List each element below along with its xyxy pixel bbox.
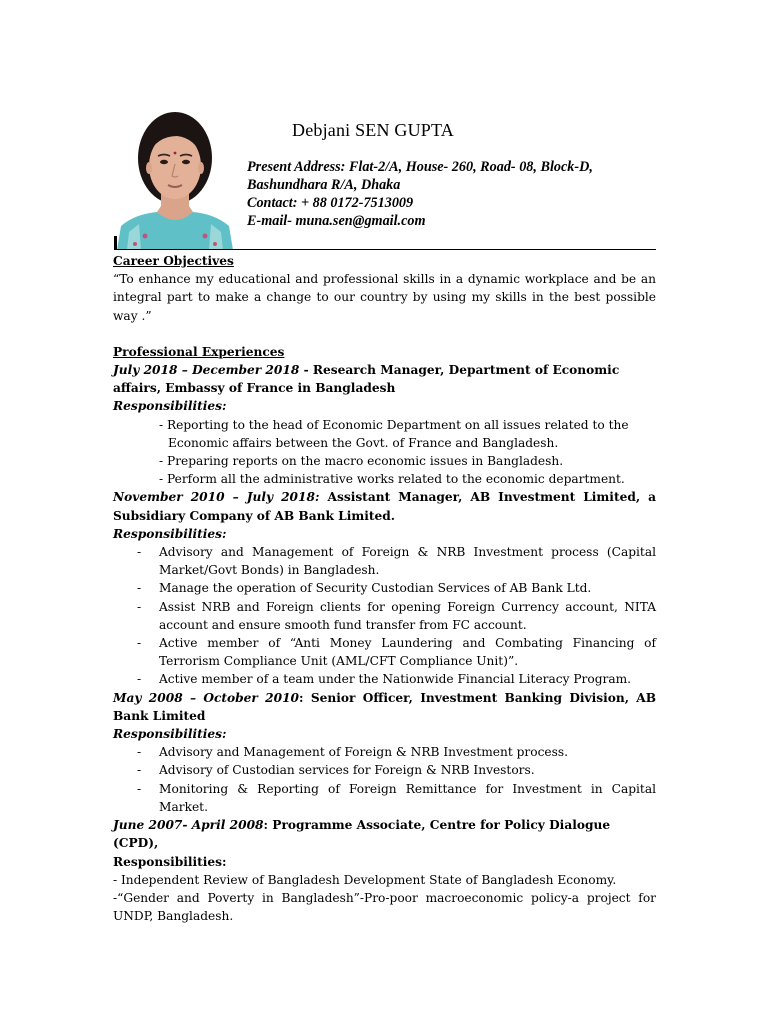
responsibility-list [113, 743, 656, 816]
job-separator: : [263, 818, 273, 833]
responsibility-list [113, 543, 656, 689]
header-divider [114, 249, 656, 250]
job-period: May 2008 – October 2010 [113, 690, 300, 705]
resume-body [113, 252, 656, 925]
list-item: - Advisory and Management of Foreign & NRB Investment process. [113, 743, 656, 761]
list-item: - Monitoring & Reporting of Foreign Remittance for Investment in Capital Market. [113, 780, 656, 816]
contact-email: E-mail- muna.sen@gmail.com [247, 213, 426, 229]
job-period: November 2010 – July 2018: [113, 490, 320, 505]
address-line-2: Bashundhara R/A, Dhaka [247, 177, 401, 193]
job-header [113, 816, 656, 852]
job-header [113, 689, 656, 725]
job-separator: : [299, 690, 311, 705]
responsibilities-label: Responsibilities: [113, 526, 227, 541]
job-title: Programme Associate, Centre for Policy Dialogue (CPD), [113, 818, 611, 851]
portrait-illustration [115, 100, 235, 250]
job-header [113, 361, 656, 397]
career-objectives-text: “To enhance my educational and professional skills in a dynamic workplace and be an integral part to make a change to our country by using my skills in the best possible way .” [113, 272, 656, 323]
list-item: - Independent Review of Bangladesh Development State of Bangladesh Economy. [113, 872, 617, 887]
responsibilities-label: Responsibilities: [113, 854, 227, 869]
job-period: June 2007- April 2008 [113, 818, 264, 833]
list-item: - Assist NRB and Foreign clients for opening Foreign Currency account, NITA account and ensure smooth fund transfer from FC account. [113, 598, 656, 634]
job-separator [320, 490, 328, 504]
candidate-name: Debjani SEN GUPTA [292, 120, 454, 140]
job-period: July 2018 – December 2018 [113, 363, 300, 378]
list-item: - Advisory of Custodian services for Foreign & NRB Investors. [113, 761, 656, 779]
job-separator: - [299, 363, 313, 378]
list-item: - Perform all the administrative works related to the economic department. [159, 472, 625, 487]
list-item: - Advisory and Management of Foreign & NRB Investment process (Capital Market/Govt Bonds) in Bangladesh. [113, 543, 656, 579]
responsibilities-label: Responsibilities: [113, 399, 227, 414]
list-item: -“Gender and Poverty in Bangladesh”-Pro-poor macroeconomic policy-a project for UNDP, Bangladesh. [113, 890, 656, 924]
address-line-1: Present Address: Flat-2/A, House- 260, Road- 08, Block-D, [247, 159, 593, 175]
responsibility-list [113, 416, 656, 489]
list-item: - Reporting to the head of Economic Department on all issues related to the [159, 417, 629, 432]
list-item: - Preparing reports on the macro economic issues in Bangladesh. [159, 454, 564, 469]
list-item: - Active member of a team under the Nationwide Financial Literacy Program. [113, 670, 656, 688]
experience-heading: Professional Experiences [113, 344, 285, 359]
contact-block [247, 158, 667, 230]
job-title: Research Manager, Department of Economic affairs, Embassy of France in Bangladesh [113, 363, 620, 396]
list-item: - Active member of “Anti Money Laundering and Combating Financing of Terrorism Compliance Unit (AML/CFT Compliance Unit)”. [113, 634, 656, 670]
list-item: Economic affairs between the Govt. of France and Bangladesh. [168, 435, 559, 450]
job-title: Senior Officer, Investment Banking Division, AB Bank Limited [113, 690, 657, 723]
responsibilities-label: Responsibilities: [113, 727, 227, 742]
contact-phone: Contact: + 88 0172-7513009 [247, 195, 414, 211]
job-title: Assistant Manager, AB Investment Limited, a Subsidiary Company of AB Bank Limited. [113, 490, 656, 523]
list-item: - Manage the operation of Security Custodian Services of AB Bank Ltd. [113, 579, 656, 597]
job-header [113, 488, 656, 524]
header-rule-marker [114, 236, 117, 250]
profile-photo [115, 100, 235, 250]
career-objectives-heading: Career Objectives [113, 254, 234, 268]
